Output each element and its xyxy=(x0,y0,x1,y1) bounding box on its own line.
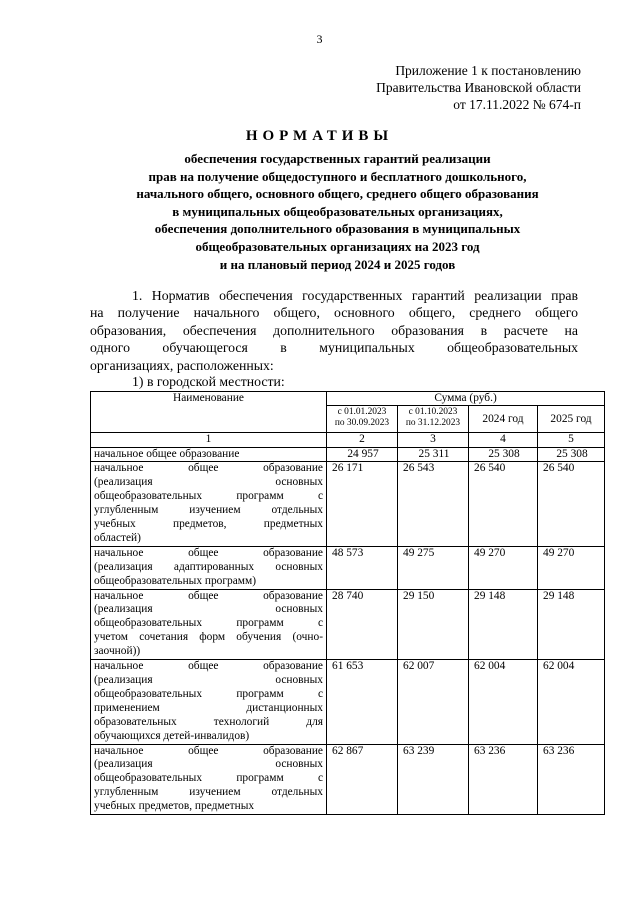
row-name-line: областей) xyxy=(94,531,141,544)
row-value: 25 311 xyxy=(398,447,469,462)
row-value: 49 270 xyxy=(538,546,605,589)
paragraph-line: одного обучающегося в муниципальных общеобразовательных xyxy=(90,340,578,356)
row-name-line: общеобразовательных программ с xyxy=(94,490,323,503)
row-name-line: (реализация основных xyxy=(94,603,323,616)
row-value: 28 740 xyxy=(327,589,398,660)
subtitle-line: прав на получение общедоступного и бесплатного дошкольного, xyxy=(148,168,527,184)
row-name-line: начальное общее образование xyxy=(94,462,323,475)
document-subtitle xyxy=(60,150,615,273)
row-value: 49 275 xyxy=(398,546,469,589)
subtitle-line: общеобразовательных организациях на 2023 год xyxy=(195,238,480,254)
row-name-line: учебных предметов, предметных xyxy=(94,800,255,813)
period-label: с 01.10.2023 по 31.12.2023 xyxy=(405,407,461,428)
appendix-note xyxy=(376,62,581,113)
row-name-line: общеобразовательных программ с xyxy=(94,772,323,785)
paragraph-line: 1. Норматив обеспечения государственных гарантий реализации прав xyxy=(132,288,578,303)
row-name-line: обучающихся детей-инвалидов) xyxy=(94,729,250,742)
row-value: 63 236 xyxy=(538,744,605,815)
row-value: 26 540 xyxy=(469,462,538,546)
row-name-line: общеобразовательных программ с xyxy=(94,687,323,700)
row-value: 63 239 xyxy=(398,744,469,815)
table-row xyxy=(91,660,605,744)
row-name-line: углубленным изучением отдельных xyxy=(94,786,323,799)
table-row xyxy=(91,546,605,589)
row-value: 26 543 xyxy=(398,462,469,546)
paragraph-line: образования, обеспечения дополнительного образования в расчете на xyxy=(90,322,578,338)
body-paragraph xyxy=(90,287,578,374)
row-value: 49 270 xyxy=(469,546,538,589)
appendix-line: от 17.11.2022 № 674-п xyxy=(453,97,581,112)
row-value: 24 957 xyxy=(327,447,398,462)
row-name-line: учетом сочетания форм обучения (очно- xyxy=(94,631,323,644)
row-value: 62 004 xyxy=(538,660,605,744)
row-name xyxy=(91,744,327,815)
row-name-line: начальное общее образование xyxy=(94,447,240,460)
subtitle-line: начального общего, основного общего, среднего общего образования xyxy=(136,186,539,202)
row-name-line: образовательных технологий для xyxy=(94,715,323,728)
column-number: 1 xyxy=(91,433,327,448)
row-name-line: начальное общее образование xyxy=(94,660,323,673)
row-name xyxy=(91,462,327,546)
row-name-line: углубленным изучением отдельных xyxy=(94,504,323,517)
subtitle-line: в муниципальных общеобразовательных организациях, xyxy=(172,203,503,219)
row-name xyxy=(91,589,327,660)
row-value: 48 573 xyxy=(327,546,398,589)
row-value: 61 653 xyxy=(327,660,398,744)
row-value: 62 007 xyxy=(398,660,469,744)
table-body xyxy=(91,447,605,815)
row-name-line: (реализация основных xyxy=(94,674,323,686)
row-name-line: заочной)) xyxy=(94,645,141,658)
page-number: 3 xyxy=(316,32,323,46)
row-name-line: общеобразовательных программ с xyxy=(94,617,323,630)
document-title: НОРМАТИВЫ xyxy=(245,128,394,144)
column-number: 2 xyxy=(327,433,398,448)
row-value: 62 867 xyxy=(327,744,398,815)
row-name-line: начальное общее образование xyxy=(94,589,323,602)
header-period xyxy=(398,406,469,433)
appendix-line: Правительства Ивановской области xyxy=(376,80,581,95)
row-name xyxy=(91,447,327,462)
row-value: 25 308 xyxy=(469,447,538,462)
subsection-heading: 1) в городской местности: xyxy=(132,374,285,389)
header-year: 2025 год xyxy=(538,406,605,433)
row-value: 25 308 xyxy=(538,447,605,462)
header-sum: Сумма (руб.) xyxy=(327,392,605,406)
table-row xyxy=(91,462,605,546)
column-number: 5 xyxy=(538,433,605,448)
row-name xyxy=(91,660,327,744)
table-row xyxy=(91,447,605,462)
row-value: 29 148 xyxy=(469,589,538,660)
subtitle-line: и на плановый период 2024 и 2025 годов xyxy=(219,256,456,272)
header-name: Наименование xyxy=(91,392,327,433)
row-name-line: учебных предметов, предметных xyxy=(94,518,323,531)
paragraph-line: организациях, расположенных: xyxy=(90,357,274,373)
row-name-line: начальное общее образование xyxy=(94,744,323,757)
period-label: с 01.01.2023 по 30.09.2023 xyxy=(334,407,390,428)
row-name-line: (реализация адаптированных основных xyxy=(94,560,323,573)
row-value: 63 236 xyxy=(469,744,538,815)
row-name-line: начальное общее образование xyxy=(94,546,323,559)
row-value: 26 540 xyxy=(538,462,605,546)
row-value: 29 148 xyxy=(538,589,605,660)
row-name-line: (реализация основных xyxy=(94,476,323,489)
paragraph-line: на получение начального общего, основного общего, среднего общего xyxy=(90,305,578,321)
row-name-line: (реализация основных xyxy=(94,758,323,771)
row-value: 29 150 xyxy=(398,589,469,660)
row-name-line: применением дистанционных xyxy=(94,701,323,714)
row-value: 26 171 xyxy=(327,462,398,546)
appendix-line: Приложение 1 к постановлению xyxy=(395,63,581,78)
row-name xyxy=(91,546,327,589)
column-number: 3 xyxy=(398,433,469,448)
header-year: 2024 год xyxy=(469,406,538,433)
normatives-table xyxy=(90,391,605,815)
subtitle-line: обеспечения дополнительного образования в муниципальных xyxy=(154,221,521,237)
subtitle-line: обеспечения государственных гарантий реализации xyxy=(184,151,491,166)
row-name-line: общеобразовательных программ) xyxy=(94,574,256,587)
header-period xyxy=(327,406,398,433)
table-row xyxy=(91,589,605,660)
table-row xyxy=(91,744,605,815)
column-number: 4 xyxy=(469,433,538,448)
row-value: 62 004 xyxy=(469,660,538,744)
